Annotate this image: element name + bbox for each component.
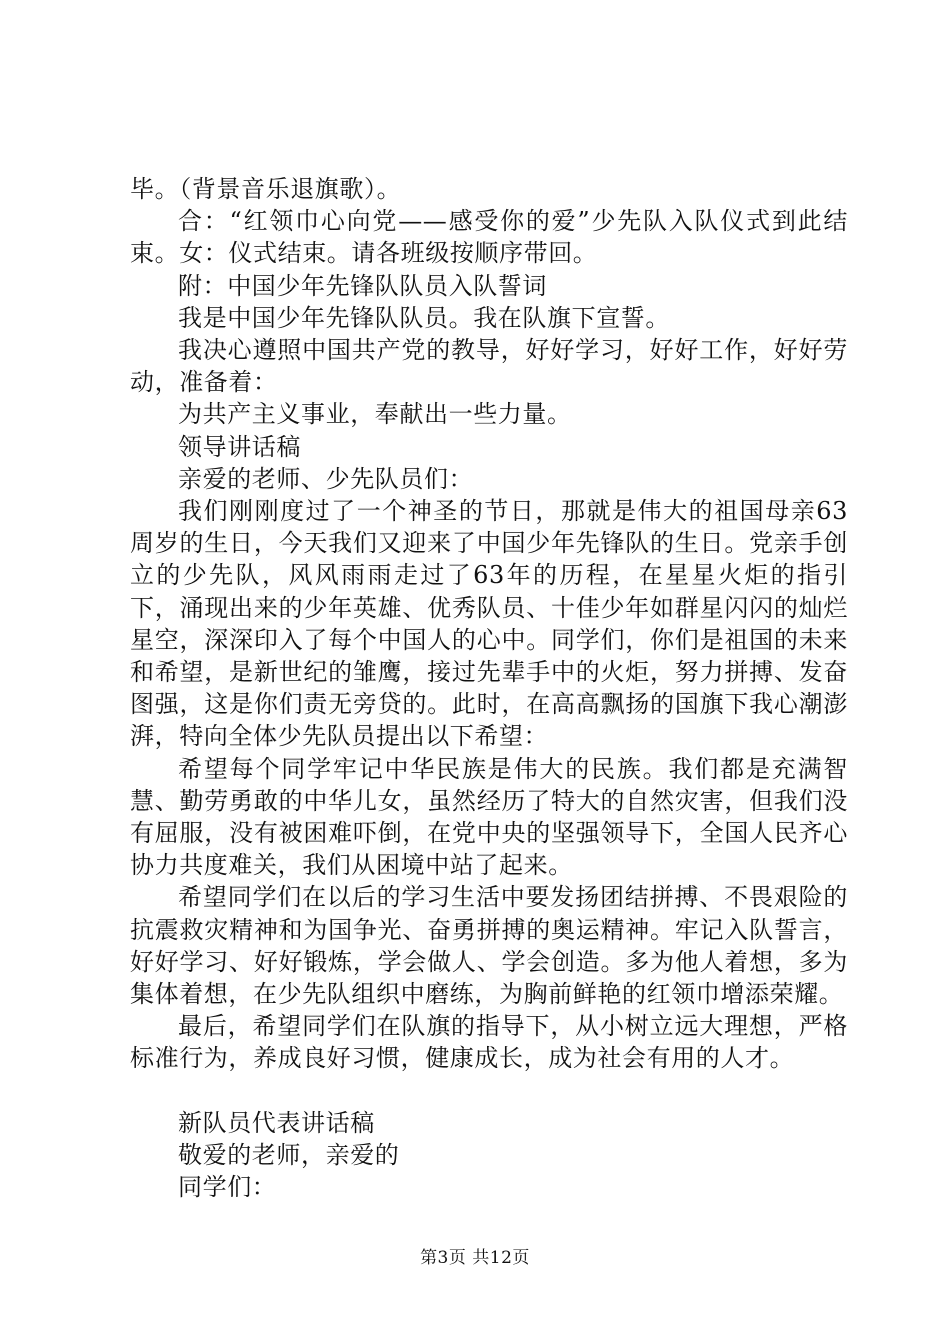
paragraph-6: 为共产主义事业，奉献出一些力量。	[178, 400, 572, 429]
blank-line	[130, 1075, 848, 1107]
paragraph-11: 希望同学们在以后的学习生活中要发扬团结拼搏、不畏艰险的抗震救灾精神和为国争光、奋勇拼搏的奥运精神。牢记入队誓言，好好学习、好好锻炼，学会做人、学会创造。多为他人着想，多为集体着想，在少先队组织中磨练，为胸前鲜艳的红领巾增添荣耀。	[130, 883, 848, 1009]
section-heading-new-member-speech: 新队员代表讲话稿	[178, 1108, 375, 1137]
paragraph-9: 我们刚刚度过了一个神圣的节日，那就是伟大的祖国母亲63周岁的生日，今天我们又迎来了中国少年先锋队的生日。党亲手创立的少先队，风风雨雨走过了63年的历程，在星星火炬的指引下，涌现出来的少年英雄、优秀队员、十佳少年如群星闪闪的灿烂星空，深深印入了每个中国人的心中。同学们，你们是祖国的未来和希望，是新世纪的雏鹰，接过先辈手中的火炬，努力拼搏、发奋图强，这是你们责无旁贷的。此时，在高高飘扬的国旗下我心潮澎湃，特向全体少先队员提出以下希望：	[130, 497, 848, 751]
paragraph-10: 希望每个同学牢记中华民族是伟大的民族。我们都是充满智慧、勤劳勇敢的中华儿女，虽然经历了特大的自然灾害，但我们没有屈服，没有被困难吓倒，在党中央的坚强领导下，全国人民齐心协力共度难关，我们从困境中站了起来。	[130, 754, 848, 880]
section-heading-leader-speech: 领导讲话稿	[178, 432, 301, 461]
closing-salutation-line-1: 敬爱的老师，亲爱的	[178, 1140, 400, 1169]
paragraph-3: 附：中国少年先锋队队员入队誓词	[178, 271, 547, 300]
paragraph-5: 我决心遵照中国共产党的教导，好好学习，好好工作，好好劳动，准备着：	[130, 336, 848, 397]
salutation: 亲爱的老师、少先队员们：	[178, 464, 474, 493]
closing-salutation-line-2: 同学们：	[178, 1173, 277, 1202]
paragraph-2: 合：“红领巾心向党——感受你的爱”少先队入队仪式到此结束。女：仪式结束。请各班级按顺序带回。	[130, 207, 848, 268]
paragraph-4: 我是中国少年先锋队队员。我在队旗下宣誓。	[178, 303, 670, 332]
page-number-footer: 第3页 共12页	[420, 1248, 530, 1268]
document-body	[130, 173, 848, 1203]
paragraph-1: 毕。（背景音乐退旗歌）。	[130, 175, 402, 203]
paragraph-12: 最后，希望同学们在队旗的指导下，从小树立远大理想，严格标准行为，养成良好习惯，健康成长，成为社会有用的人才。	[130, 1012, 848, 1073]
